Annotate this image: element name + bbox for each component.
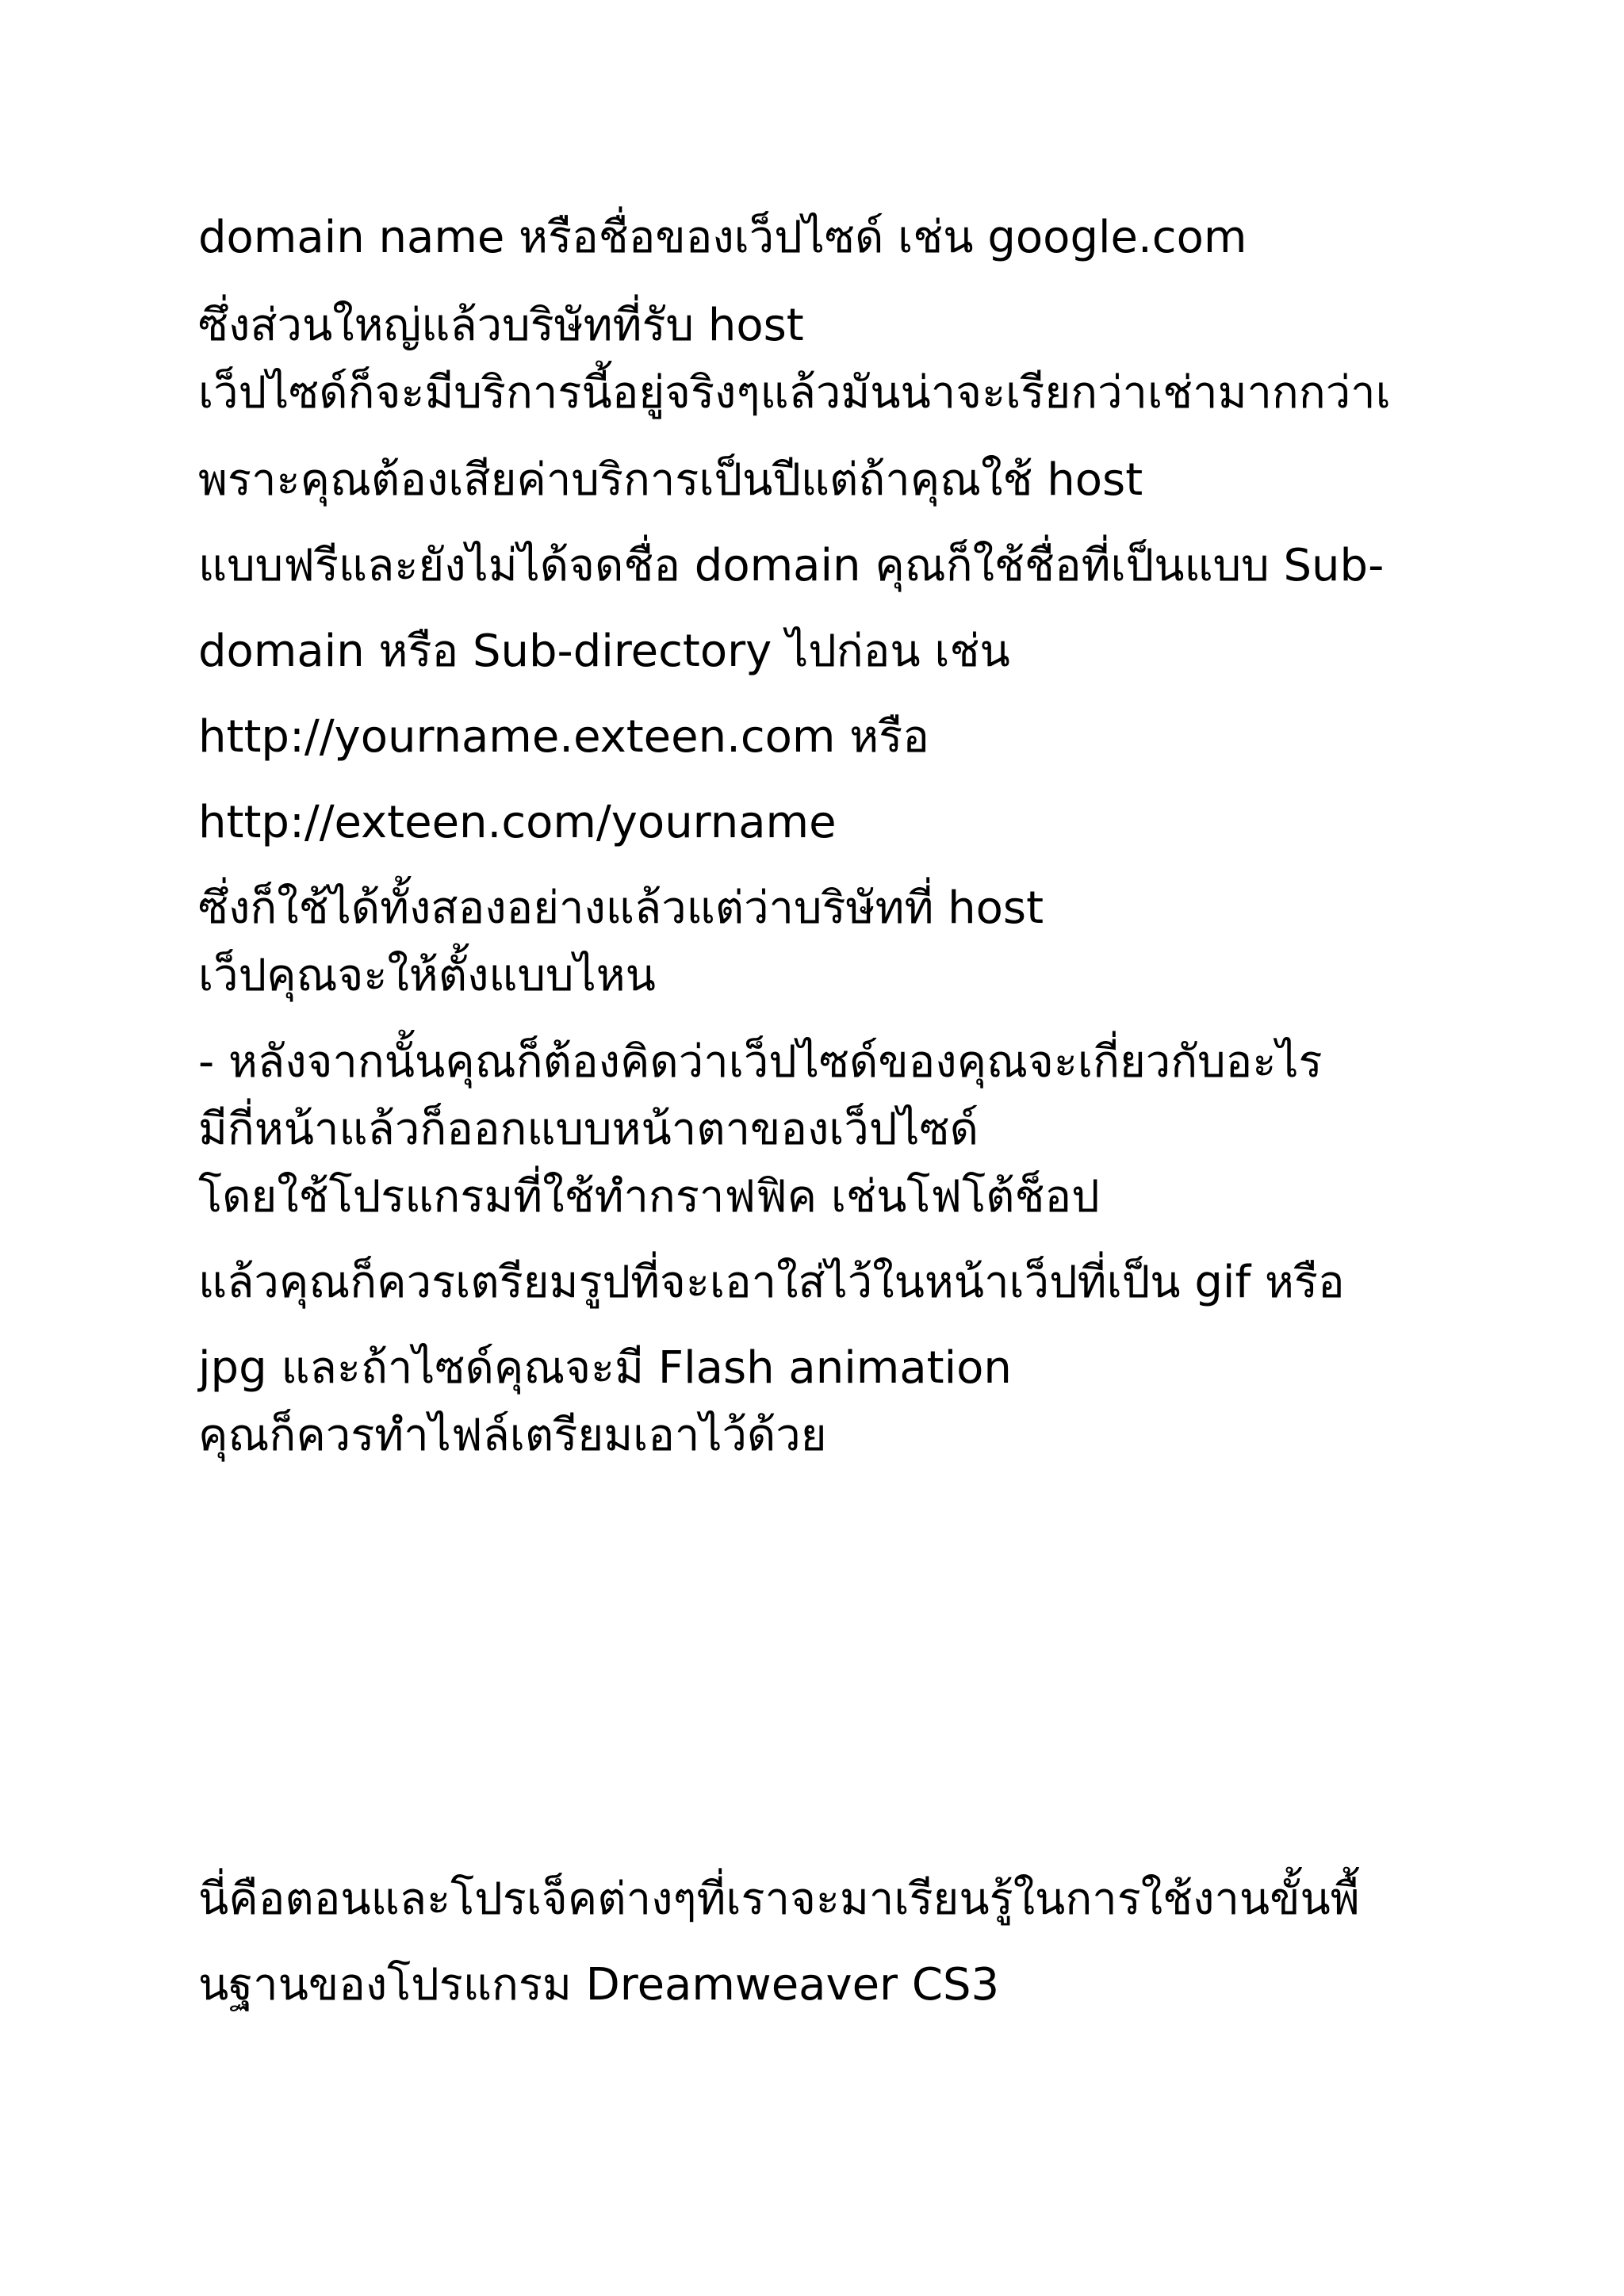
text-line: ซึ่งก็ใช้ได้ทั้งสองอย่างแล้วแต่ว่าบริษัทที่ host bbox=[198, 882, 1044, 934]
text-line: เว็ปคุณจะให้ตั้งแบบไหน bbox=[198, 950, 656, 1001]
text-line: แล้วคุณก็ควรเตรียมรูปที่จะเอาใส่ไว้ในหน้าเว็ปที่เป็น gif หรือ bbox=[198, 1257, 1345, 1308]
text-line: เว็ปไซด์ก็จะมีบริการนี้อยู่จริงๆแล้วมันน่าจะเรียกว่าเช่ามากกว่าเ bbox=[198, 367, 1391, 419]
text-line: นี่คือตอนและโปรเจ็คต่างๆที่เราจะมาเรียนรู้ในการใช้งานขั้นพื้ bbox=[198, 1873, 1360, 1925]
text-line: - หลังจากนั้นคุณก็ต้องคิดว่าเว็ปไซด์ของคุณจะเกี่ยวกับอะไร bbox=[198, 1036, 1323, 1088]
text-line: โดยใช้โปรแกรมที่ใช้ทำกราฟฟิค เช่นโฟโต้ช็อป bbox=[198, 1171, 1100, 1223]
text-line: มีกี่หน้าแล้วก็ออกแบบหน้าตาของเว็ปไซด์ bbox=[198, 1104, 979, 1155]
text-line: แบบฟรีและยังไม่ได้จดชื่อ domain คุณก็ใช้ชื่อที่เป็นแบบ Sub- bbox=[198, 540, 1385, 591]
text-line: http://exteen.com/yourname bbox=[198, 797, 837, 848]
text-line: คุณก็ควรทำไฟล์เตรียมเอาไว้ด้วย bbox=[198, 1410, 827, 1461]
text-line: ซึ่งส่วนใหญ่แล้วบริษัทที่รับ host bbox=[198, 300, 804, 351]
text-line: domain หรือ Sub-directory ไปก่อน เช่น bbox=[198, 626, 1010, 677]
text-line: http://yourname.exteen.com หรือ bbox=[198, 711, 929, 763]
text-line: นฐานของโปรแกรม Dreamweaver CS3 bbox=[198, 1959, 1000, 2011]
text-line: domain name หรือชื่อของเว็ปไซด์ เช่น google.com bbox=[198, 212, 1247, 263]
text-line: jpg และถ้าไซด์คุณจะมี Flash animation bbox=[198, 1342, 1012, 1394]
text-line: พราะคุณต้องเสียค่าบริการเป็นปีแต่ถ้าคุณใช้ host bbox=[198, 454, 1143, 506]
